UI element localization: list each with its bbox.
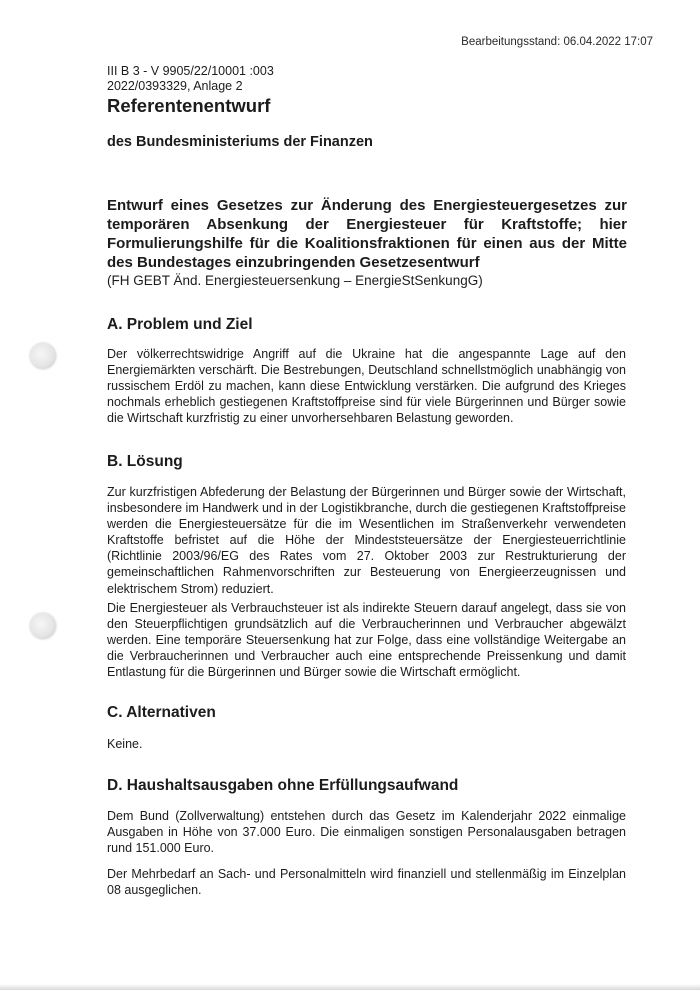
document-type-heading: Referentenentwurf bbox=[107, 95, 271, 116]
section-c-heading: C. Alternativen bbox=[107, 704, 216, 721]
aktenzeichen-block bbox=[107, 64, 274, 94]
section-b-paragraph-1: Zur kurzfristigen Abfederung der Belastung der Bürgerinnen und Bürger sowie der Wirtschaft, insbesondere im Handwerk und in der Logistikbranche, durch die gestiegenen Kraftstoffpreise werden die Energiesteuersätze für die im Wesentlichen im Straßenverkehr verwendeten Kraftstoffe befristet auf die Höhe der Mindeststeuersätze der Energiesteuerrichtlinie (Richtlinie 2003/96/EG des Rates vom 27. Oktober 2003 zur Restrukturierung der gemeinschaftlichen Rahmenvorschriften zur Besteuerung von Energieerzeugnissen und elektrischem Strom) reduziert. bbox=[107, 485, 626, 596]
bearbeitungsstand: Bearbeitungsstand: 06.04.2022 17:07 bbox=[461, 36, 653, 48]
ministry-heading: des Bundesministeriums der Finanzen bbox=[107, 134, 373, 150]
section-d-heading: D. Haushaltsausgaben ohne Erfüllungsaufwand bbox=[107, 777, 459, 794]
punch-hole-bottom bbox=[30, 613, 56, 639]
section-b-paragraph-2: Die Energiesteuer als Verbrauchsteuer ist als indirekte Steuern darauf angelegt, dass sie von den Steuerpflichtigen grundsätzlich auf die Verbraucherinnen und Verbraucher abgewälzt werden. Eine temporäre Steuersenkung hat zur Folge, dass eine vollständige Weitergabe an die Verbraucherinnen und Verbraucher auch eine entsprechende Preissenkung und damit Entlastung für die Bürgerinnen und Bürger sowie die Wirtschaft ermöglicht. bbox=[107, 601, 626, 680]
section-c-paragraph: Keine. bbox=[107, 737, 143, 751]
draft-title: Entwurf eines Gesetzes zur Änderung des Energiesteuergesetzes zur temporären Absenkung der Energiesteuer für Kraftstoffe; hier Formulierungshilfe für die Koalitionsfraktionen für einen aus der Mitte des Bundestages einzubringenden Gesetzesentwurf bbox=[107, 197, 627, 271]
short-title: (FH GEBT Änd. Energiesteuersenkung – EnergieStSenkungG) bbox=[107, 273, 483, 288]
aktenzeichen-line-2: 2022/0393329, Anlage 2 bbox=[107, 79, 243, 93]
section-b-heading: B. Lösung bbox=[107, 453, 183, 470]
section-d-paragraph-2: Der Mehrbedarf an Sach- und Personalmitteln wird finanziell und stellenmäßig im Einzelplan 08 ausgeglichen. bbox=[107, 867, 626, 898]
punch-hole-top bbox=[30, 343, 56, 369]
page-bottom-edge bbox=[0, 984, 700, 990]
aktenzeichen-line-1: III B 3 - V 9905/22/10001 :003 bbox=[107, 64, 274, 78]
section-d-paragraph-1: Dem Bund (Zollverwaltung) entstehen durch das Gesetz im Kalenderjahr 2022 einmalige Ausgaben in Höhe von 37.000 Euro. Die einmaligen sonstigen Personalausgaben betragen rund 151.000 Euro. bbox=[107, 809, 626, 856]
section-a-heading: A. Problem und Ziel bbox=[107, 316, 253, 333]
section-a-paragraph: Der völkerrechtswidrige Angriff auf die Ukraine hat die angespannte Lage auf den Energiemärkten verschärft. Die Bestrebungen, Deutschland schnellstmöglich unabhängig von russischem Erdöl zu machen, kann diese Entwicklung verstärken. Die aufgrund des Krieges nochmals erheblich gestiegenen Kraftstoffpreise sind für viele Bürgerinnen und Bürger sowie die Wirtschaft kurzfristig zu einer unvorhersehbaren Belastung geworden. bbox=[107, 347, 626, 426]
